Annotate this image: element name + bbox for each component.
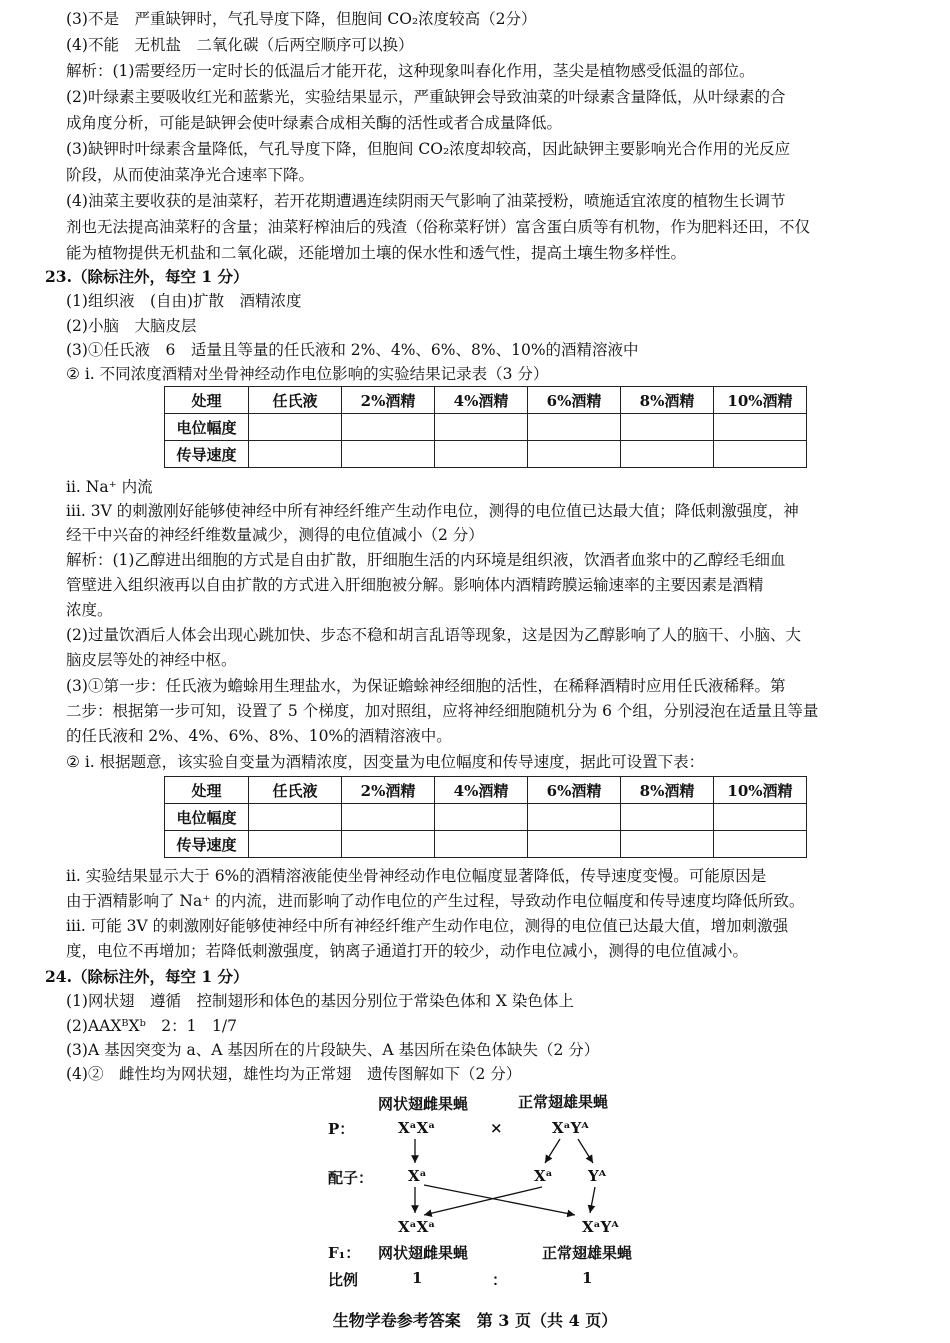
f1-female-genotype: XᵃXᵃ xyxy=(398,1218,436,1236)
q23-answer-1: (1)组织液 (自由)扩散 酒精浓度 xyxy=(66,292,302,310)
q22-explanation-4c: 能为植物提供无机盐和二氧化碳，还能增加土壤的保水性和透气性，提高土壤生物多样性。 xyxy=(66,244,687,262)
header-cell: 处理 xyxy=(165,777,249,804)
table-row xyxy=(165,804,807,831)
q24-answer-1: (1)网状翅 遵循 控制翅形和体色的基因分别位于常染色体和 X 染色体上 xyxy=(66,992,574,1010)
cross-symbol: × xyxy=(490,1119,503,1137)
q23-answer-3: (3)①任氏液 6 适量且等量的任氏液和 2%、4%、6%、8%、10%的酒精溶液中 xyxy=(66,341,639,359)
cross-arrows xyxy=(320,1085,680,1295)
header-cell: 任氏液 xyxy=(249,387,342,414)
q23-answer-ii: ⅱ. Na⁺ 内流 xyxy=(66,478,153,496)
row-label: 传导速度 xyxy=(165,441,249,468)
header-cell: 8%酒精 xyxy=(621,387,714,414)
f1-male-label: 正常翅雄果蝇 xyxy=(542,1244,633,1262)
q23-result-table-1 xyxy=(164,386,807,468)
q22-answer-4: (4)不能 无机盐 二氧化碳（后两空顺序可以换） xyxy=(66,36,414,54)
q22-answer-3: (3)不是 严重缺钾时，气孔导度下降，但胞间 CO₂浓度较高（2分） xyxy=(66,10,537,28)
ratio-colon: ： xyxy=(492,1271,508,1289)
f1-male-genotype: XᵃYᴬ xyxy=(582,1218,619,1236)
table-row xyxy=(165,441,807,468)
header-cell: 4%酒精 xyxy=(435,387,528,414)
ratio-female: 1 xyxy=(412,1269,423,1287)
q23-explanation-9: ② ⅰ. 根据题意，该实验自变量为酒精浓度，因变量为电位幅度和传导速度，据此可设置下表： xyxy=(66,753,705,771)
q23-header: 23.（除标注外，每空 1 分） xyxy=(45,267,249,286)
table-row xyxy=(165,831,807,858)
q23-explanation-11: 由于酒精影响了 Na⁺ 的内流，进而影响了动作电位的产生过程，导致动作电位幅度和传导速度均降低所致。 xyxy=(66,892,805,910)
f1-female-label: 网状翅雌果蝇 xyxy=(378,1244,469,1262)
q22-explanation-2b: 成角度分析，可能是缺钾会使叶绿素合成相关酶的活性或者合成量降低。 xyxy=(66,114,563,132)
p-female-genotype: XᵃXᵃ xyxy=(398,1119,436,1137)
male-gamete-x: Xᵃ xyxy=(534,1167,553,1185)
header-cell: 任氏液 xyxy=(249,777,342,804)
arrow-male-gamete-y xyxy=(578,1139,593,1163)
p-male-genotype: XᵃYᴬ xyxy=(552,1119,589,1137)
genetic-cross-diagram xyxy=(320,1085,680,1295)
q23-explanation-8: 的任氏液和 2%、4%、6%、8%、10%的酒精溶液中。 xyxy=(66,727,452,745)
q22-explanation-3b: 阶段，从而使油菜净光合速率下降。 xyxy=(66,166,315,184)
q23-explanation-7: 二步：根据第一步可知，设置了 5 个梯度，加对照组，应将神经细胞随机分为 6 个组，分别浸泡在适量且等量 xyxy=(66,702,819,720)
q23-explanation-5: 脑皮层等处的神经中枢。 xyxy=(66,651,237,669)
row-label: 电位幅度 xyxy=(165,804,249,831)
arrow-to-f1-male-a xyxy=(424,1185,575,1215)
q23-explanation-10: ⅱ. 实验结果显示大于 6%的酒精溶液能使坐骨神经动作电位幅度显著降低，传导速度变慢。可能原因是 xyxy=(66,867,767,885)
gamete-label: 配子： xyxy=(328,1169,374,1187)
table-header-row xyxy=(165,777,807,804)
q23-explanation-4: (2)过量饮酒后人体会出现心跳加快、步态不稳和胡言乱语等现象，这是因为乙醇影响了人的脑干、小脑、大 xyxy=(66,626,801,644)
page-footer: 生物学卷参考答案 第 3 页（共 4 页） xyxy=(332,1311,618,1330)
q23-explanation-13: 度，电位不再增加；若降低刺激强度，钠离子通道打开的较少，动作电位减小，测得的电位值减小。 xyxy=(66,942,749,960)
header-cell: 处理 xyxy=(165,387,249,414)
q23-explanation-6: (3)①第一步：任氏液为蟾蜍用生理盐水，为保证蟾蜍神经细胞的活性，在稀释酒精时应用任氏液稀释。第 xyxy=(66,677,786,695)
q23-result-table-2 xyxy=(164,776,807,858)
q24-answer-3: (3)A 基因突变为 a、A 基因所在的片段缺失、A 基因所在染色体缺失（2 分） xyxy=(66,1041,600,1059)
q23-answer-2: (2)小脑 大脑皮层 xyxy=(66,317,197,335)
ratio-male: 1 xyxy=(582,1269,593,1287)
q22-explanation-1: 解析：(1)需要经历一定时长的低温后才能开花，这种现象叫春化作用，茎尖是植物感受低温的部位。 xyxy=(66,62,755,80)
p-male-label: 正常翅雄果蝇 xyxy=(518,1093,609,1111)
header-cell: 4%酒精 xyxy=(435,777,528,804)
table-row xyxy=(165,414,807,441)
header-cell: 8%酒精 xyxy=(621,777,714,804)
table-header-row xyxy=(165,387,807,414)
q22-explanation-3: (3)缺钾时叶绿素含量降低，气孔导度下降，但胞间 CO₂浓度却较高，因此缺钾主要影响光合作用的光反应 xyxy=(66,140,791,158)
row-label: 传导速度 xyxy=(165,831,249,858)
q23-explanation-3: 浓度。 xyxy=(66,601,113,619)
ratio-label: 比例 xyxy=(328,1271,359,1289)
header-cell: 10%酒精 xyxy=(714,777,807,804)
q23-explanation-1: 解析：(1)乙醇进出细胞的方式是自由扩散，肝细胞生活的内环境是组织液，饮酒者血浆中的乙醇经毛细血 xyxy=(66,551,786,569)
f1-label: F₁： xyxy=(328,1244,361,1262)
q24-answer-2: (2)AAXᴮXᵇ 2：1 1/7 xyxy=(66,1017,237,1035)
header-cell: 2%酒精 xyxy=(342,387,435,414)
row-label: 电位幅度 xyxy=(165,414,249,441)
header-cell: 6%酒精 xyxy=(528,777,621,804)
q23-answer-iii-1: ⅲ. 3V 的刺激刚好能够使神经中所有神经纤维产生动作电位，测得的电位值已达最大值；降低刺激强度，神 xyxy=(66,502,799,520)
q23-answer-3-table-title: ② ⅰ. 不同浓度酒精对坐骨神经动作电位影响的实验结果记录表（3 分） xyxy=(66,365,549,383)
q23-explanation-12: ⅲ. 可能 3V 的刺激刚好能够使神经中所有神经纤维产生动作电位，测得的电位值已达最大值，增加刺激强 xyxy=(66,917,789,935)
header-cell: 6%酒精 xyxy=(528,387,621,414)
q24-header: 24.（除标注外，每空 1 分） xyxy=(45,967,249,986)
q23-answer-iii-2: 经干中兴奋的神经纤维数量减少，测得的电位值减小（2 分） xyxy=(66,526,484,544)
female-gamete: Xᵃ xyxy=(408,1167,427,1185)
arrow-to-f1-female-b xyxy=(424,1187,542,1215)
arrow-to-f1-male-b xyxy=(590,1187,595,1213)
q24-answer-4: (4)② 雌性均为网状翅，雄性均为正常翅 遗传图解如下（2 分） xyxy=(66,1065,522,1083)
header-cell: 10%酒精 xyxy=(714,387,807,414)
q22-explanation-4: (4)油菜主要收获的是油菜籽，若开花期遭遇连续阴雨天气影响了油菜授粉，喷施适宜浓度的植物生长调节 xyxy=(66,192,786,210)
q22-explanation-4b: 剂也无法提高油菜籽的含量；油菜籽榨油后的残渣（俗称菜籽饼）富含蛋白质等有机物，作为肥料还田，不仅 xyxy=(66,218,811,236)
header-cell: 2%酒精 xyxy=(342,777,435,804)
p-female-label: 网状翅雌果蝇 xyxy=(378,1095,469,1113)
p-label: P： xyxy=(328,1120,355,1138)
male-gamete-y: Yᴬ xyxy=(588,1167,607,1185)
q23-explanation-2: 管壁进入组织液再以自由扩散的方式进入肝细胞被分解。影响体内酒精跨膜运输速率的主要因素是酒精 xyxy=(66,576,764,594)
arrow-male-gamete-x xyxy=(545,1139,560,1163)
q22-explanation-2: (2)叶绿素主要吸收红光和蓝紫光，实验结果显示，严重缺钾会导致油菜的叶绿素含量降低，从叶绿素的合 xyxy=(66,88,786,106)
